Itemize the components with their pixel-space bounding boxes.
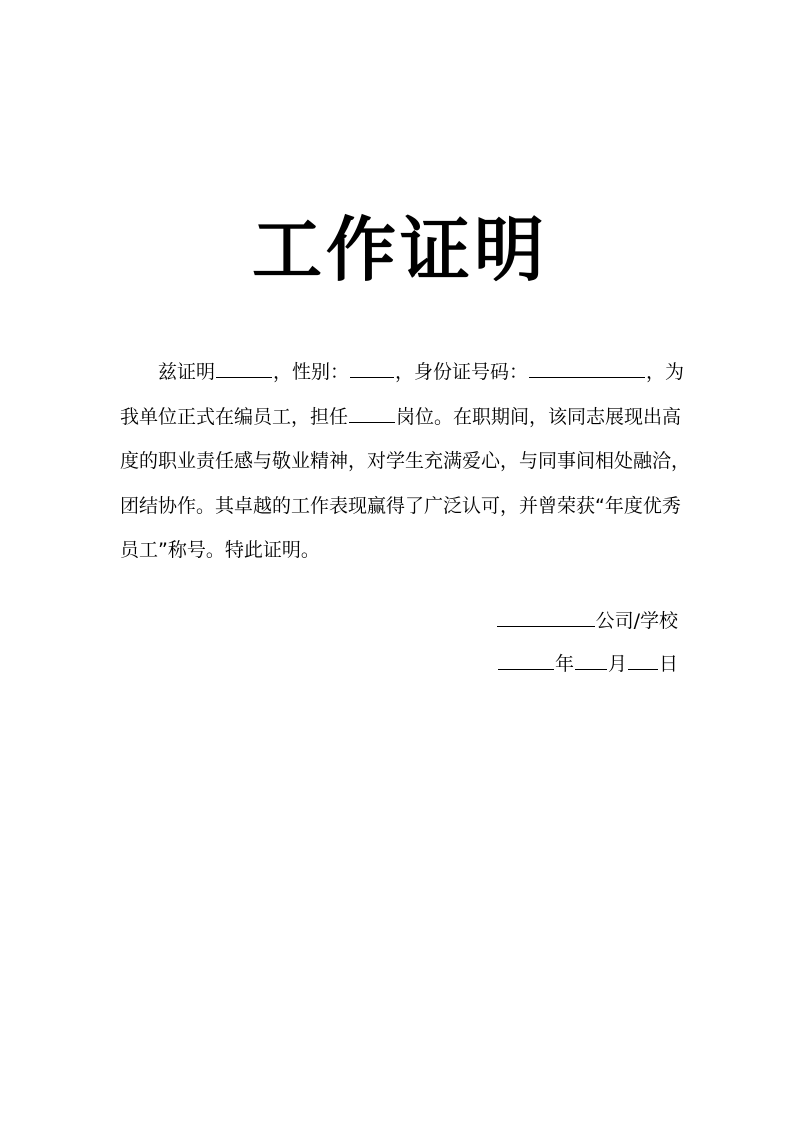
document-title: 工作证明 [252, 209, 548, 291]
day-blank [628, 653, 658, 670]
signature-organization [496, 606, 678, 636]
body-line-2 [120, 395, 680, 440]
year-label: 年 [554, 653, 574, 675]
text-certify: 兹证明 [158, 361, 216, 383]
name-blank [216, 361, 272, 378]
month-blank [575, 653, 607, 670]
body-line-1 [120, 350, 685, 395]
text-position: 岗位。在职期间，该同志展现出高 [396, 405, 682, 428]
signature-date [497, 649, 678, 679]
text-gender: ，性别： [273, 361, 350, 383]
body-line-4: 团结协作。其卓越的工作表现赢得了广泛认可，并曾荣获“年度优秀 [120, 494, 681, 517]
position-blank [349, 406, 395, 423]
organization-label: 公司/学校 [595, 610, 678, 632]
day-label: 日 [658, 653, 678, 675]
body-line-3: 度的职业责任感与敬业精神，对学生充满爱心，与同事间相处融洽， [120, 450, 691, 472]
organization-blank [497, 610, 595, 627]
text-as: ，为 [646, 361, 685, 383]
year-blank [498, 653, 554, 670]
id-number-blank [529, 361, 645, 378]
certificate-body [120, 350, 691, 573]
body-line-5: 员工”称号。特此证明。 [120, 539, 320, 561]
gender-blank [350, 361, 394, 378]
text-employee: 我单位正式在编员工，担任 [120, 405, 349, 428]
month-label: 月 [607, 653, 627, 675]
text-id-number: ，身份证号码： [395, 361, 529, 383]
